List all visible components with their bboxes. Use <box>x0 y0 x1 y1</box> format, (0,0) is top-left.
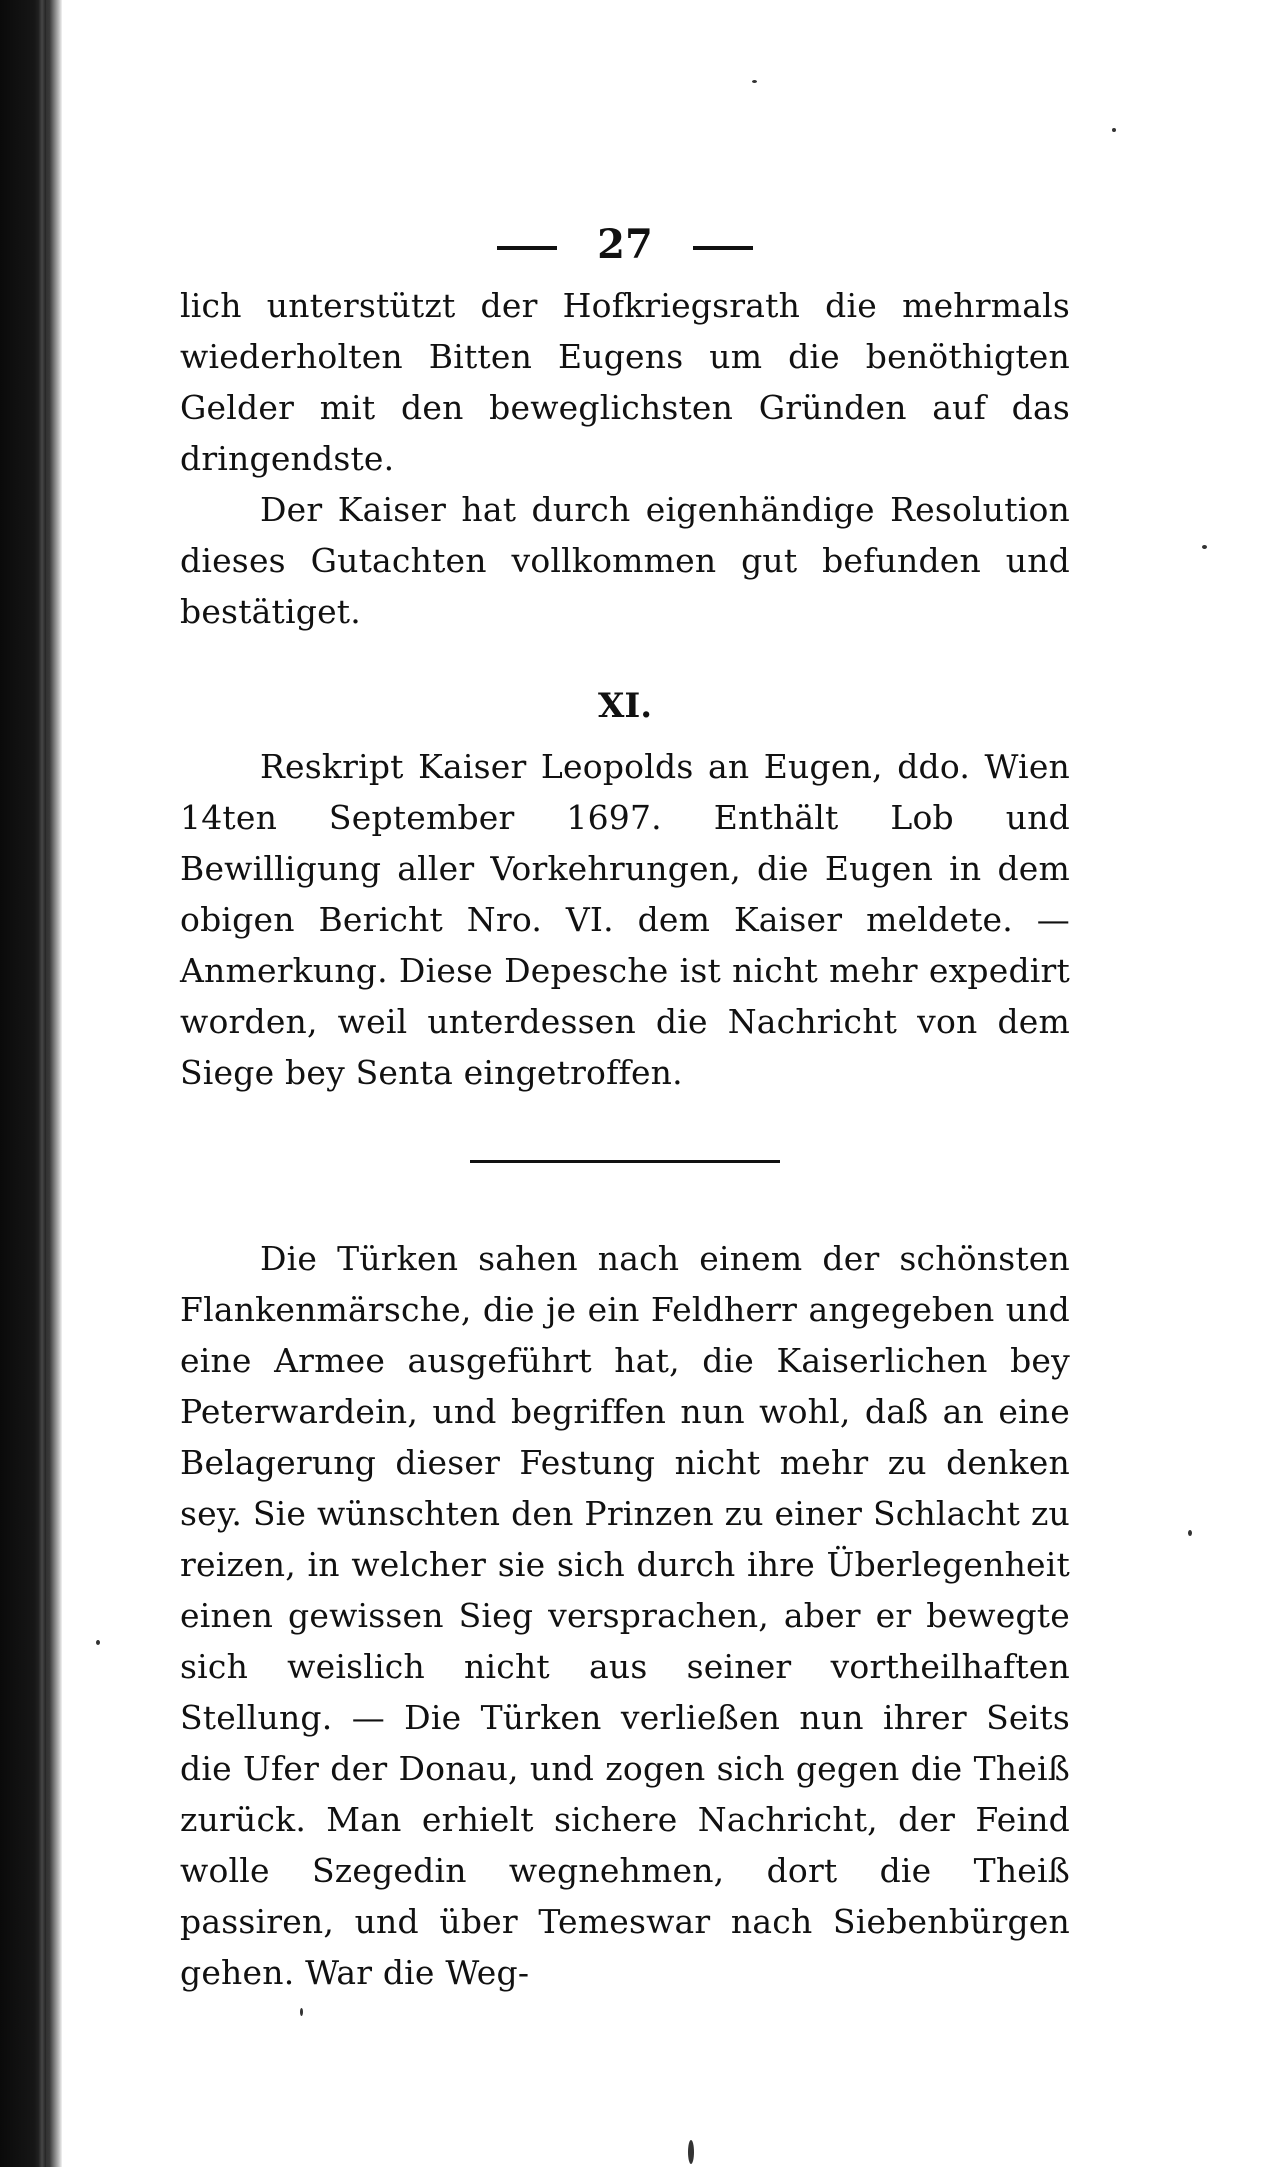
speck-mark <box>300 2008 303 2016</box>
speck-mark <box>96 1640 100 1645</box>
book-page <box>180 210 1070 1998</box>
header-left-dash <box>497 246 557 250</box>
speck-mark <box>752 80 757 83</box>
section-text: Reskript Kaiser Leopolds an Eugen, ddo. Wien 14ten September 1697. Enthält Lob und Bewilligung aller Vorkehrungen, die Eugen in dem obigen Bericht Nro. VI. dem Kaiser meldete. — Anmerkung. Diese Depesche ist nicht mehr expedirt worden, weil unterdessen die Nachricht von dem Siege bey Senta eingetroffen. <box>180 747 1070 1092</box>
header-right-dash <box>693 246 753 250</box>
section-divider <box>470 1160 780 1163</box>
page-header <box>180 210 1070 280</box>
book-spine-shadow <box>0 0 62 2167</box>
speck-mark <box>1188 1530 1192 1536</box>
paragraph-continuation: lich unterstützt der Hofkriegsrath die mehrmals wiederholten Bitten Eugens um die benöthigten Gelder mit den beweglichsten Gründen auf das dringendste. <box>180 286 1070 478</box>
book-spine-highlight <box>38 0 46 2167</box>
speck-mark <box>688 2140 694 2164</box>
paragraph-resolution: Der Kaiser hat durch eigenhändige Resolution dieses Gutachten vollkommen gut befunden und bestätiget. <box>180 490 1070 631</box>
page-number: 27 <box>597 221 653 268</box>
speck-mark <box>1202 545 1207 549</box>
section-number: XI. <box>597 686 653 726</box>
speck-mark <box>1112 128 1116 132</box>
main-paragraph: Die Türken sahen nach einem der schönsten Flankenmärsche, die je ein Feldherr angegeben und eine Armee ausgeführt hat, die Kaiserlichen bey Peterwardein, und begriffen nun wohl, daß an eine Belagerung dieser Festung nicht mehr zu denken sey. Sie wünschten den Prinzen zu einer Schlacht zu reizen, in welcher sie sich durch ihre Überlegenheit einen gewissen Sieg versprachen, aber er bewegte sich weislich nicht aus seiner vortheilhaften Stellung. — Die Türken verließen nun ihrer Seits die Ufer der Donau, und zogen sich gegen die Theiß zurück. Man erhielt sichere Nachricht, der Feind wolle Szegedin wegnehmen, dort die Theiß passiren, und über Temeswar nach Siebenbürgen gehen. War die Weg- <box>180 1239 1070 1992</box>
